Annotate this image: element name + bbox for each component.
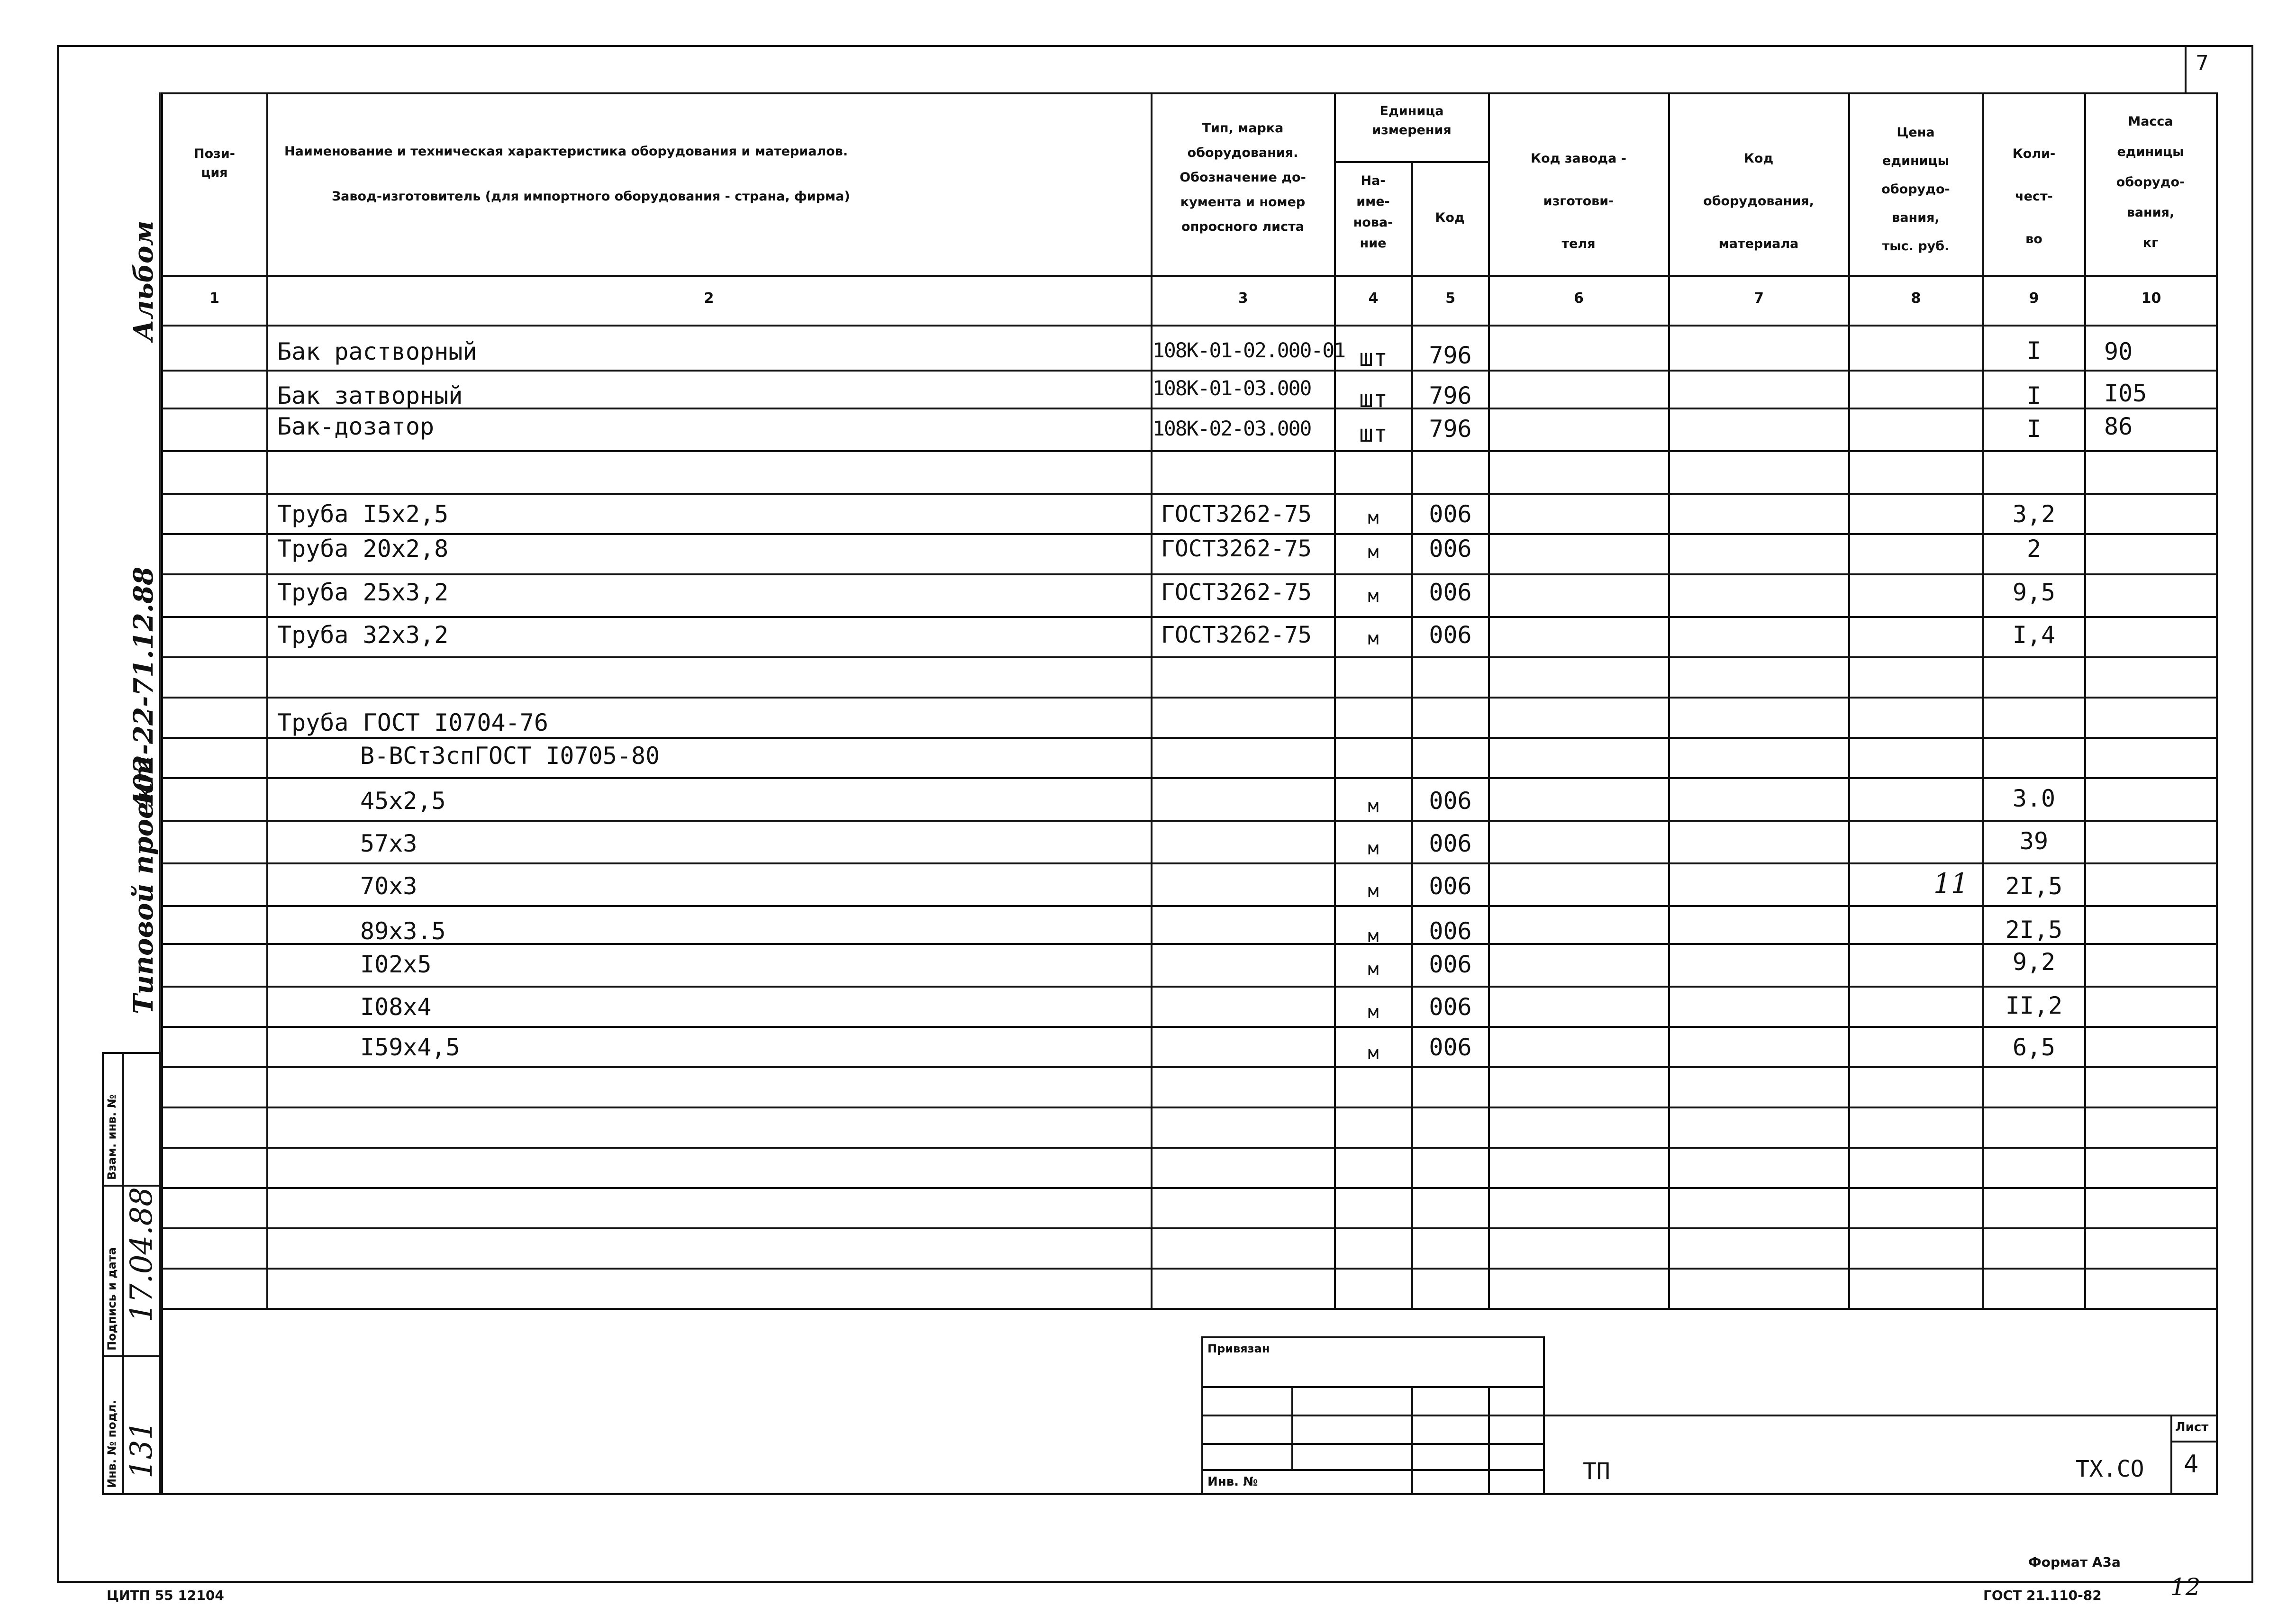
row-name: 45x2,5 [360, 787, 446, 815]
row-unit: м [1368, 585, 1379, 606]
row-qty: 3.0 [2012, 785, 2056, 812]
col-line-5 [1488, 92, 1490, 1308]
attached-line [1201, 1415, 1545, 1416]
row-name: I02x5 [360, 951, 432, 978]
row-line [161, 616, 2218, 618]
row-line [161, 820, 2218, 822]
album-title: Альбом [128, 220, 159, 341]
row-line [161, 370, 2218, 372]
row-qty: 2 [2026, 535, 2042, 563]
attached-line [1201, 1443, 1545, 1445]
attached-line [1201, 1469, 1545, 1471]
row-line [161, 905, 2218, 907]
attached-col [1488, 1386, 1490, 1495]
col-line-2 [1151, 92, 1153, 1308]
col-line-8 [1982, 92, 1984, 1308]
colnum-1: 1 [209, 290, 219, 307]
row-qty: I [2026, 382, 2042, 409]
colnum-5: 5 [1445, 290, 1455, 307]
header-col2-line2: Завод-изготовитель (для импортного оборудования - страна, фирма) [332, 189, 850, 204]
row-unit: м [1368, 959, 1379, 980]
stamp-date: 17.04.88 [124, 1187, 159, 1322]
row-line [161, 1026, 2218, 1028]
header-col6: Код завода - изготови- теля [1531, 151, 1626, 251]
row-mass: 86 [2104, 413, 2133, 440]
stamp-label-inv: Инв. № подл. [105, 1400, 118, 1488]
row-code: 006 [1429, 1034, 1472, 1061]
colnum-7: 7 [1754, 290, 1764, 307]
row-unit: м [1368, 795, 1379, 816]
row-unit: м [1368, 507, 1379, 528]
col-line-4 [1411, 161, 1413, 1308]
colnum-3: 3 [1238, 290, 1248, 307]
series-code: ТП [1583, 1458, 1610, 1485]
row-qty: 6,5 [2012, 1034, 2056, 1061]
row-unit: м [1368, 838, 1379, 859]
row-qty: I [2026, 415, 2042, 443]
sheet-box-line [2170, 1441, 2218, 1443]
colnum-8: 8 [1911, 290, 1921, 307]
row-code: 006 [1429, 535, 1472, 563]
row-qty: 9,5 [2012, 579, 2056, 606]
row-name: 57x3 [360, 830, 417, 857]
header-col8: Цена единицы оборудо- вания, тыс. руб. [1881, 125, 1950, 254]
header-col5: Код [1435, 210, 1465, 225]
colnum-10: 10 [2141, 290, 2161, 307]
footer-handwritten: 12 [2170, 1573, 2201, 1601]
row-line [161, 1147, 2218, 1149]
row-unit: м [1368, 880, 1379, 901]
footer-left: ЦИТП 55 12104 [107, 1588, 224, 1603]
stamp-label-vzam: Взам. инв. № [105, 1094, 118, 1180]
row-line [161, 1187, 2218, 1189]
row-qty: I,4 [2012, 621, 2056, 649]
row-name: Труба 20x2,8 [277, 535, 449, 563]
row-name: Труба 32x3,2 [277, 621, 449, 649]
row-line [161, 1268, 2218, 1270]
row-code: 006 [1429, 500, 1472, 528]
row-name: 70x3 [360, 872, 417, 900]
sheet-number: 4 [2184, 1450, 2199, 1479]
header-col7: Код оборудования, материала [1703, 151, 1814, 251]
row-name: 89x3.5 [360, 917, 446, 945]
row-name: Бак-дозатор [277, 413, 435, 440]
header-col10: Масса единицы оборудо- вания, кг [2116, 114, 2185, 250]
row-name: Бак растворный [277, 338, 477, 365]
row-line [161, 862, 2218, 864]
row-qty: 39 [2019, 827, 2049, 855]
row-qty: 9,2 [2012, 948, 2056, 976]
row-name: Труба I5x2,5 [277, 500, 449, 528]
attached-col [1291, 1386, 1293, 1469]
title-block-top [1545, 1415, 2218, 1416]
header-col1: Пози- ция [194, 146, 235, 180]
header-col45: Единица измерения [1372, 104, 1452, 137]
row-code: 006 [1429, 872, 1472, 900]
row-qty: I [2026, 337, 2042, 364]
row-line [161, 493, 2218, 495]
row-type: 108К-01-02.000-01 [1153, 339, 1345, 363]
sheet-label: Лист [2175, 1420, 2209, 1434]
handwritten-mark: 11 [1933, 867, 1969, 899]
row-line [161, 450, 2218, 452]
row-unit: м [1368, 925, 1379, 946]
header-col9: Коли- чест- во [2012, 146, 2056, 246]
row-line [161, 1107, 2218, 1108]
row-code: 006 [1429, 951, 1472, 978]
row-line [161, 737, 2218, 739]
row-qty: 3,2 [2012, 500, 2056, 528]
row-code: 006 [1429, 830, 1472, 857]
row-line [161, 408, 2218, 409]
row-line [161, 777, 2218, 779]
project-title: Типовой проект [128, 756, 159, 1014]
row-type: 108К-01-03.000 [1153, 377, 1311, 400]
table-bottom-line [161, 1308, 2218, 1310]
row-name: Труба ГОСТ I0704-76 [277, 709, 548, 736]
row-qty: 2I,5 [2005, 916, 2063, 944]
row-unit: м [1368, 628, 1379, 649]
row-unit: шт [1359, 420, 1388, 447]
row-line [161, 986, 2218, 988]
row-line [161, 1227, 2218, 1229]
header-bottom-line [161, 275, 2218, 277]
row-type: ГОСТ3262-75 [1161, 535, 1312, 562]
row-unit: м [1368, 1043, 1379, 1063]
row-code: 006 [1429, 787, 1472, 815]
stamp-label-signature: Подпись и дата [105, 1247, 118, 1351]
col-line-3 [1334, 92, 1336, 1308]
row-name: Труба 25x3,2 [277, 579, 449, 606]
colnum-9: 9 [2029, 290, 2039, 307]
attached-line [1201, 1386, 1545, 1388]
row-name: I59x4,5 [360, 1034, 460, 1061]
row-code: 796 [1429, 382, 1472, 409]
footer-format: Формат А3а [2028, 1554, 2121, 1570]
row-unit: м [1368, 1001, 1379, 1022]
row-code: 796 [1429, 415, 1472, 443]
row-code: 796 [1429, 342, 1472, 369]
row-type: ГОСТ3262-75 [1161, 622, 1312, 648]
row-code: 006 [1429, 621, 1472, 649]
page-number: 7 [2196, 51, 2209, 75]
header-col4: На- име- нова- ние [1353, 173, 1393, 251]
row-mass: 90 [2104, 338, 2133, 365]
row-type: 108К-02-03.000 [1153, 417, 1311, 441]
colnum-bottom-line [161, 325, 2218, 327]
col-line-9 [2084, 92, 2086, 1308]
stamp-inv-number: 131 [124, 1420, 159, 1479]
col-line-6 [1668, 92, 1670, 1308]
row-code: 006 [1429, 993, 1472, 1021]
row-mass: I05 [2104, 380, 2147, 407]
row-type: ГОСТ3262-75 [1161, 501, 1312, 527]
attached-label: Привязан [1207, 1342, 1270, 1355]
row-name: В-ВСт3спГОСТ I0705-80 [360, 742, 660, 770]
colnum-6: 6 [1574, 290, 1584, 307]
row-line [161, 697, 2218, 699]
row-line [161, 1066, 2218, 1068]
row-qty: II,2 [2005, 992, 2063, 1019]
footer-standard: ГОСТ 21.110-82 [1983, 1588, 2102, 1603]
row-name: I08x4 [360, 993, 432, 1021]
colnum-4: 4 [1368, 290, 1379, 307]
row-line [161, 656, 2218, 658]
row-unit: шт [1359, 344, 1388, 372]
col-line-1 [266, 92, 268, 1308]
row-name: Бак затворный [277, 382, 463, 409]
row-type: ГОСТ3262-75 [1161, 579, 1312, 606]
col-line-7 [1848, 92, 1850, 1308]
header-col3: Тип, марка оборудования. Обозначение до- кумента и номер опросного листа [1180, 121, 1306, 234]
row-unit: шт [1359, 385, 1388, 413]
stamp-strip-line [102, 1355, 161, 1357]
row-code: 006 [1429, 579, 1472, 606]
row-line [161, 943, 2218, 945]
stamp-strip-line [102, 1185, 161, 1187]
colnum-2: 2 [704, 290, 714, 307]
row-qty: 2I,5 [2005, 872, 2063, 900]
row-unit: м [1368, 542, 1379, 563]
doc-code: ТХ.СО [2076, 1456, 2144, 1482]
header-col2-line1: Наименование и техническая характеристика оборудования и материалов. [284, 144, 848, 159]
inv-no-label: Инв. № [1207, 1475, 1258, 1489]
attached-col [1411, 1386, 1413, 1495]
row-line [161, 573, 2218, 575]
project-code: 402-22-71.12.88 [128, 566, 159, 810]
row-code: 006 [1429, 917, 1472, 945]
